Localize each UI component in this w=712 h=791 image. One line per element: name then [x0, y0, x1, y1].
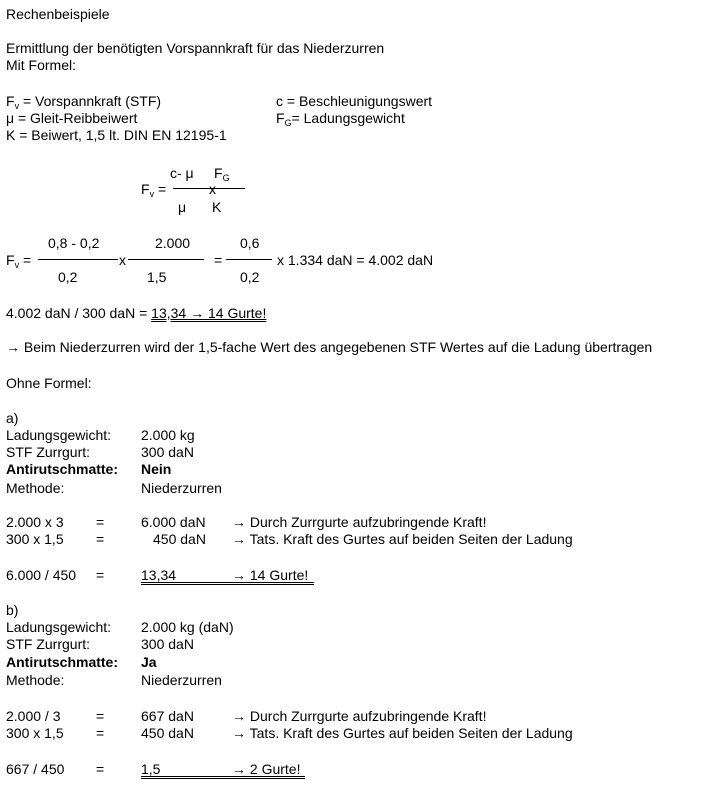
example-a-result-underline-2	[141, 584, 314, 585]
formula-denominator-1: μ	[178, 199, 187, 215]
calc-fraction-bar-1	[38, 259, 118, 260]
example-a-calc1-lhs: 2.000 x 3	[6, 514, 64, 530]
intro-line-1: Ermittlung der benötigten Vorspannkraft für das Niederzurren	[6, 40, 385, 56]
example-b-result-underline-2	[141, 778, 305, 779]
legend-fg-text: = Ladungsgewicht	[291, 110, 405, 126]
formula-fraction-bar-2	[209, 188, 245, 189]
formula-denominator-2: K	[212, 199, 222, 215]
example-b-calc2-val: 450 daN	[141, 725, 194, 741]
example-b-key-mat: Antirutschmatte:	[6, 654, 119, 670]
example-a-calc1-desc: → Durch Zurrgurte aufzubringende Kraft!	[232, 514, 487, 530]
formula-numerator-1: c- μ	[170, 165, 194, 181]
example-b-value-mat: Ja	[141, 654, 157, 670]
example-b-result-desc: → 2 Gurte!	[232, 761, 301, 777]
formula-num2-symbol: F	[214, 165, 223, 181]
formula-eq: =	[154, 181, 167, 197]
formula-lhs-symbol: F	[141, 181, 150, 197]
example-a-label: a)	[6, 410, 19, 426]
calc-denominator-2: 1,5	[147, 269, 167, 285]
calc-result: x 1.334 daN = 4.002 daN	[277, 252, 434, 268]
calc-numerator-2: 2.000	[155, 235, 191, 251]
calc-denominator-3: 0,2	[240, 269, 260, 285]
formula-lhs-sub: v	[149, 189, 155, 199]
example-a-result-lhs: 6.000 / 450	[6, 567, 77, 583]
example-a-calc2-desc: → Tats. Kraft des Gurtes auf beiden Seiten der Ladung	[232, 531, 573, 547]
formula-times: x	[209, 181, 216, 197]
calc-eq: =	[19, 252, 32, 268]
example-a-value-weight: 2.000 kg	[141, 427, 195, 443]
calc-numerator-3: 0,6	[240, 235, 260, 251]
example-a-calc1-val: 6.000 daN	[141, 514, 206, 530]
example-b-calc1-desc: → Durch Zurrgurte aufzubringende Kraft!	[232, 708, 487, 724]
example-a-result-eq: =	[96, 567, 105, 583]
example-a-result-underline-1	[141, 582, 314, 583]
legend-fg	[276, 110, 405, 132]
example-b-label: b)	[6, 602, 19, 618]
example-b-calc2-lhs: 300 x 1,5	[6, 725, 64, 741]
example-a-key-stf: STF Zurrgurt:	[6, 444, 91, 460]
example-a-key-mat: Antirutschmatte:	[6, 461, 119, 477]
calc-equals: =	[214, 252, 223, 268]
formula-numerator-2	[214, 165, 230, 187]
intro-line-2: Mit Formel:	[6, 57, 76, 73]
example-b-key-weight: Ladungsgewicht:	[6, 619, 112, 635]
division-line	[6, 305, 266, 322]
calc-numerator-1: 0,8 - 0,2	[48, 235, 100, 251]
calc-times-1: x	[119, 252, 126, 268]
calc-denominator-1: 0,2	[58, 269, 78, 285]
legend-fv-text: = Vorspannkraft (STF)	[19, 93, 162, 109]
example-a-key-method: Methode:	[6, 480, 65, 496]
page-title: Rechenbeispiele	[6, 6, 110, 22]
note: → Beim Niederzurren wird der 1,5-fache Wert des angegebenen STF Wertes auf die Ladung übertragen	[6, 339, 653, 355]
legend-fg-symbol: F	[276, 110, 285, 126]
example-a-key-weight: Ladungsgewicht:	[6, 427, 112, 443]
legend-c: c = Beschleunigungswert	[276, 93, 433, 109]
example-b-result-val: 1,5	[141, 761, 161, 777]
example-a-value-stf: 300 daN	[141, 444, 194, 460]
example-b-calc2-desc: → Tats. Kraft des Gurtes auf beiden Seiten der Ladung	[232, 725, 573, 741]
example-a-result-desc: → 14 Gurte!	[232, 567, 309, 583]
formula-num2-sub: G	[222, 173, 230, 183]
calc-lhs-sub: v	[14, 260, 20, 270]
legend-mu: μ = Gleit-Reibbeiwert	[6, 110, 138, 126]
legend-k: K = Beiwert, 1,5 lt. DIN EN 12195-1	[6, 127, 227, 143]
division-text: 4.002 daN / 300 daN =	[6, 305, 152, 321]
example-b-value-weight: 2.000 kg (daN)	[141, 619, 234, 635]
legend-fv-symbol: F	[6, 93, 15, 109]
example-b-key-stf: STF Zurrgurt:	[6, 636, 91, 652]
example-b-calc2-eq: =	[96, 725, 105, 741]
calc-fraction-bar-2	[128, 259, 204, 260]
example-b-value-stf: 300 daN	[141, 636, 194, 652]
example-b-value-method: Niederzurren	[141, 672, 222, 688]
example-a-calc2-eq: =	[96, 531, 105, 547]
example-a-value-mat: Nein	[141, 461, 172, 477]
example-a-calc2-lhs: 300 x 1,5	[6, 531, 64, 547]
example-b-key-method: Methode:	[6, 672, 65, 688]
example-b-result-lhs: 667 / 450	[6, 761, 65, 777]
example-a-result-val: 13,34	[141, 567, 177, 583]
calc-fraction-bar-3	[226, 259, 272, 260]
example-a-calc2-val: 450 daN	[153, 531, 206, 547]
legend-fg-sub: G	[284, 118, 292, 128]
formula-lhs	[141, 181, 166, 203]
formula-fraction-bar-1	[173, 188, 209, 189]
legend-fv-sub: v	[14, 101, 20, 111]
example-a-calc1-eq: =	[96, 514, 105, 530]
division-result: 13,34 → 14 Gurte!	[151, 305, 267, 321]
example-b-result-eq: =	[96, 761, 105, 777]
example-b-calc1-val: 667 daN	[141, 708, 194, 724]
example-b-calc1-eq: =	[96, 708, 105, 724]
example-b-result-underline-1	[141, 776, 305, 777]
example-a-value-method: Niederzurren	[141, 480, 222, 496]
calc-lhs-symbol: F	[6, 252, 15, 268]
example-b-calc1-lhs: 2.000 / 3	[6, 708, 61, 724]
ohne-formel-heading: Ohne Formel:	[6, 375, 92, 391]
calc-lhs	[6, 252, 31, 274]
